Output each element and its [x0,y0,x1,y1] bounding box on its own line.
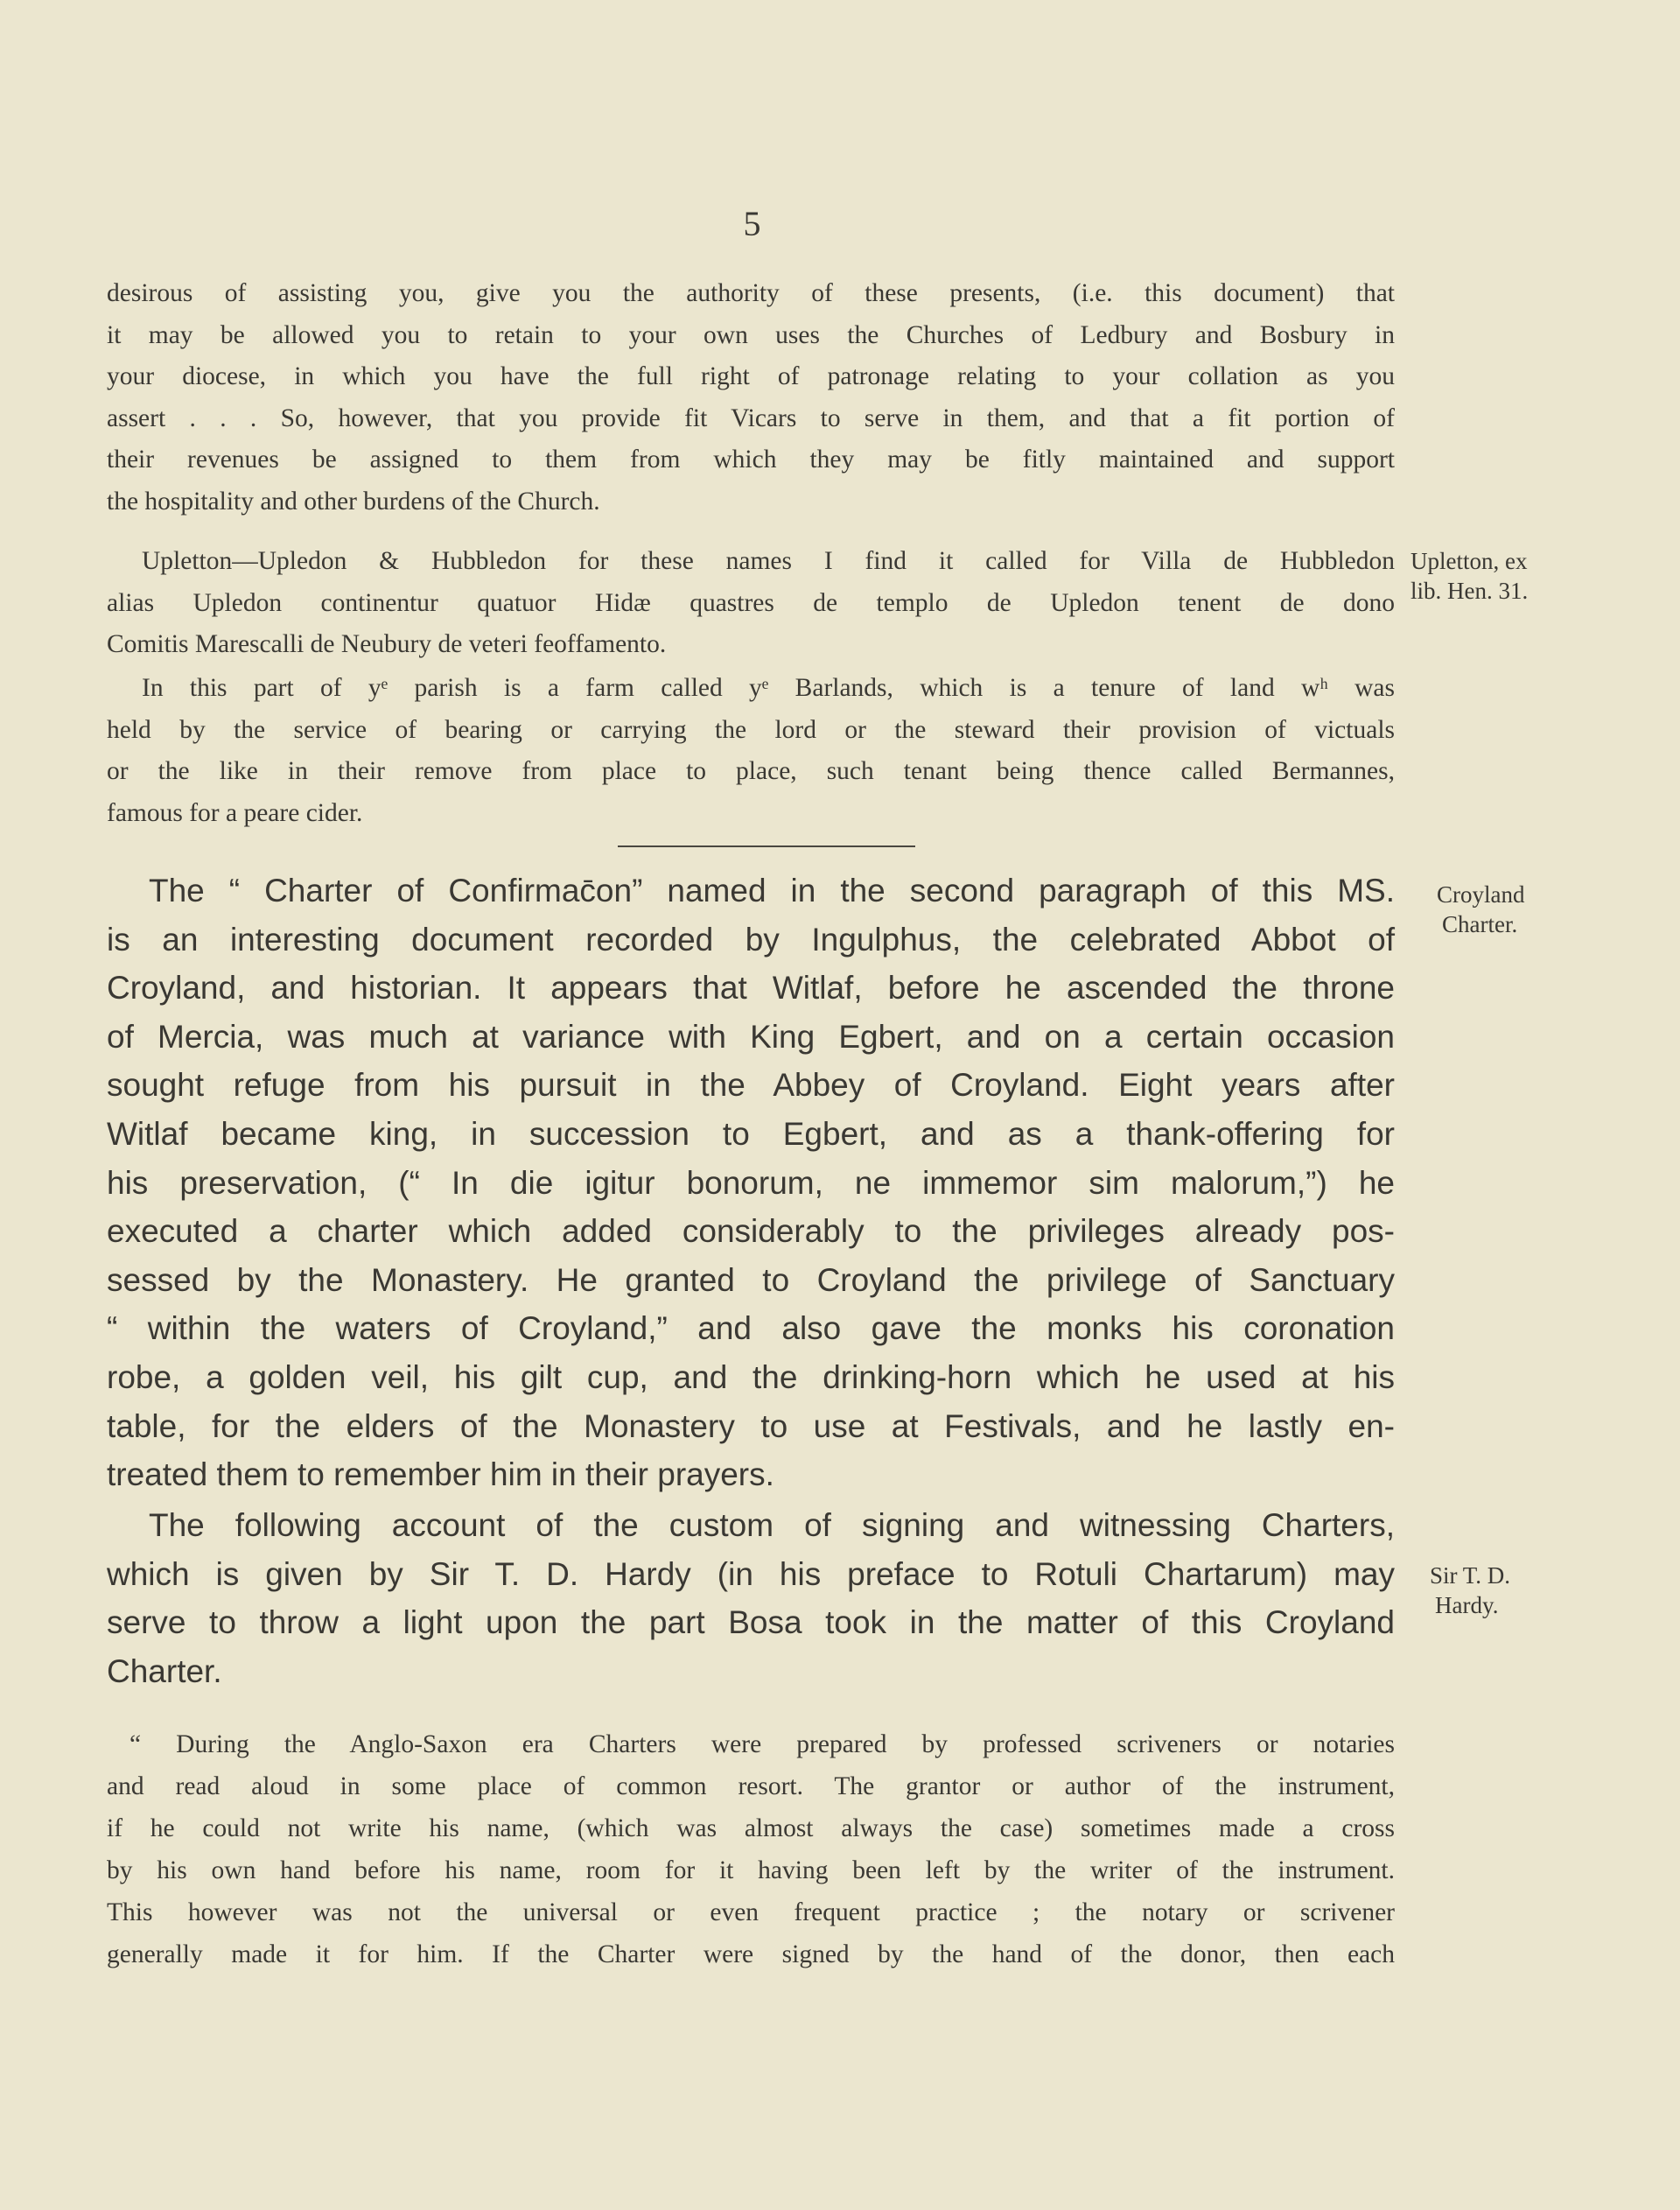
text-line: generally made it for him. If the Charter were signed by the hand of the donor, then each [107,1940,1395,1968]
text-line: Upletton—Upledon & Hubbledon for these names I find it called for Villa de Hubbledon [142,547,1395,575]
text-line: is an interesting document recorded by Ingulphus, the celebrated Abbot of [107,921,1395,958]
text-line: Witlaf became king, in succession to Egbert, and as a thank-offering for [107,1115,1395,1152]
quotation-hardy [107,1723,1395,1975]
page-number: 5 [743,204,762,243]
margin-note-upletton [1410,546,1528,606]
paragraph-croyland-charter [107,866,1395,1499]
margin-note-line: Upletton, ex [1410,548,1528,574]
text-line: executed a charter which added considerably to the privileges already pos- [107,1213,1395,1250]
margin-note-line: lib. Hen. 31. [1410,578,1529,604]
text-line: his preservation, (“ In die igitur bonorum, ne immemor sim malorum,”) he [107,1164,1395,1201]
text-line: held by the service of bearing or carrying the lord or the steward their provision of victuals [107,715,1395,744]
paragraph-barlands [107,668,1395,834]
section-divider [618,845,915,847]
paragraph-continuation [107,273,1395,523]
text-line: treated them to remember him in their prayers. [107,1456,774,1493]
text-line: serve to throw a light upon the part Bosa took in the matter of this Croyland [107,1604,1395,1641]
text-line: This however was not the universal or even frequent practice ; the notary or scrivener [107,1898,1395,1926]
margin-note-hardy [1430,1561,1510,1620]
text-line: assert . . . So, however, that you provide fit Vicars to serve in them, and that a fit portion of [107,403,1395,432]
text-line: if he could not write his name, (which was almost always the case) sometimes made a cross [107,1814,1395,1842]
paragraph-upletton [107,541,1395,666]
text-line: your diocese, in which you have the full right of patronage relating to your collation as you [107,362,1395,390]
text-line: desirous of assisting you, give you the authority of these presents, (i.e. this document) that [107,279,1395,307]
margin-note-croyland [1437,880,1525,939]
text-line: and read aloud in some place of common resort. The grantor or author of the instrument, [107,1772,1395,1800]
text-line: the hospitality and other burdens of the Church. [107,487,600,516]
text-line: The following account of the custom of signing and witnessing Charters, [149,1507,1395,1543]
text-line: In this part of yᵉ parish is a farm called yᵉ Barlands, which is a tenure of land wʰ was [142,674,1395,702]
text-line: sessed by the Monastery. He granted to Croyland the privilege of Sanctuary [107,1261,1395,1298]
text-line: sought refuge from his pursuit in the Abbey of Croyland. Eight years after [107,1067,1395,1104]
text-line: alias Upledon continentur quatuor Hidæ quastres de templo de Upledon tenent de dono [107,588,1395,617]
text-line: robe, a golden veil, his gilt cup, and the drinking-horn which he used at his [107,1358,1395,1395]
text-line: their revenues be assigned to them from which they may be fitly maintained and support [107,446,1395,474]
text-line: “ During the Anglo-Saxon era Charters were prepared by professed scriveners or notaries [130,1730,1395,1758]
paragraph-signing-custom [107,1501,1395,1695]
text-line: Croyland, and historian. It appears that Witlaf, before he ascended the throne [107,970,1395,1007]
text-line: Comitis Marescalli de Neubury de veteri feoffamento. [107,630,667,658]
text-line: The “ Charter of Confirmac̄on” named in the second paragraph of this MS. [149,873,1395,909]
text-line: it may be allowed you to retain to your own uses the Churches of Ledbury and Bosbury in [107,320,1395,349]
text-line: “ within the waters of Croyland,” and also gave the monks his coronation [107,1310,1395,1347]
text-line: which is given by Sir T. D. Hardy (in his preface to Rotuli Chartarum) may [107,1555,1395,1592]
margin-note-line: Hardy. [1435,1592,1499,1618]
text-line: Charter. [107,1652,222,1689]
text-line: table, for the elders of the Monastery to use at Festivals, and he lastly en- [107,1407,1395,1444]
margin-note-line: Croyland [1437,881,1525,908]
text-line: by his own hand before his name, room for it having been left by the writer of the instrument. [107,1856,1395,1884]
text-line: of Mercia, was much at variance with King Egbert, and on a certain occasion [107,1018,1395,1055]
margin-note-line: Charter. [1442,911,1518,937]
text-line: or the like in their remove from place to place, such tenant being thence called Bermannes, [107,757,1395,785]
margin-note-line: Sir T. D. [1430,1562,1511,1589]
text-line: famous for a peare cider. [107,798,363,827]
